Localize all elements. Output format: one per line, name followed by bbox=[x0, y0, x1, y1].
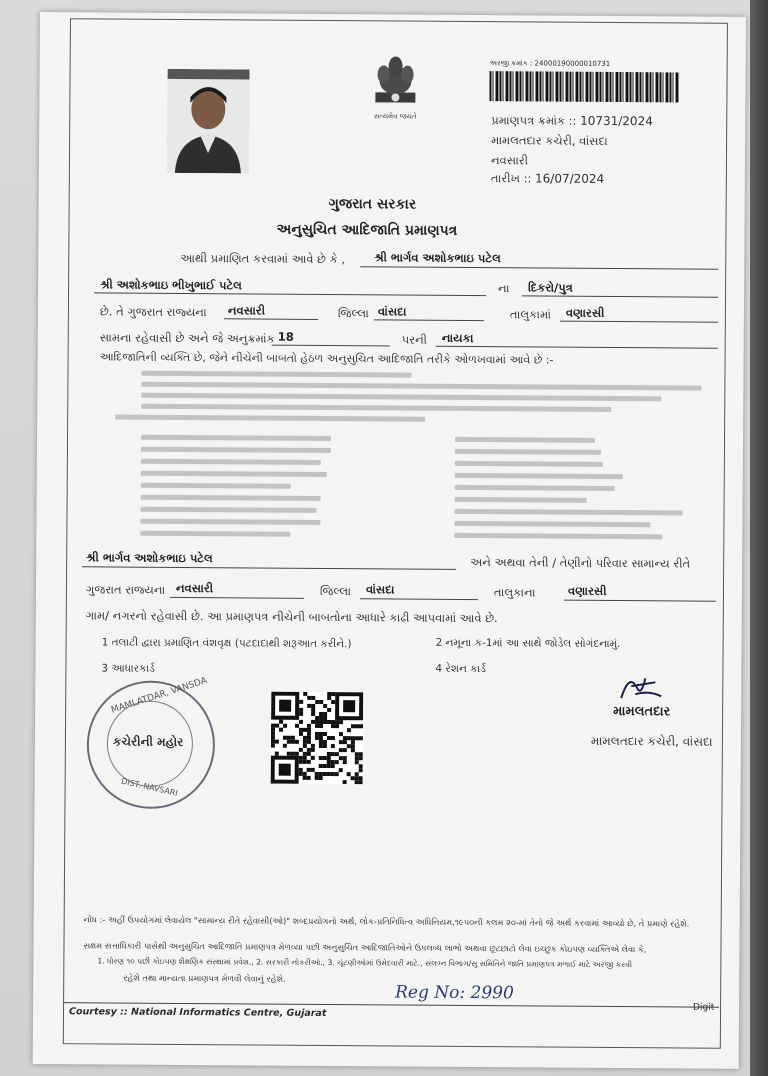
district4-value: વાંસદા bbox=[365, 582, 395, 597]
cert-number-row bbox=[491, 113, 653, 129]
handwritten-reg-no: Reg No: 2990 bbox=[395, 982, 514, 1004]
village-sentence: ગામ/ નગરનો રહેવાસી છે. આ પ્રમાણપત્ર નીચેની બાબતોના આધારે કાઢી આપવામાં આવે છે. bbox=[85, 608, 498, 626]
government-title: ગુજરાત સરકાર bbox=[328, 196, 417, 213]
issuing-office: મામલતદાર કચેરી, વાંસદા bbox=[491, 133, 608, 148]
seal-outer-text: MAMLATDAR, VANSDA bbox=[110, 675, 209, 716]
qr-code bbox=[271, 692, 364, 785]
footnote: 1. ધોરણ ૧૦ પછી કોઇપણ શૈક્ષણિક સંસ્થામાં પ્રવેશ., 2. સરકારી નોકરીઓ., 3. ચૂંટણીઓમાં ઉમેદવારી માટે., સંલગ્ન વિભાગ/સુ સમિતિને જાતિ પ્રમાણપત્ર મળાઈ માટે અરજી કરવી bbox=[97, 956, 633, 970]
document-item: 2 નમૂના ક-1માં આ સાથે જોડેલ સોગંદનામું. bbox=[435, 636, 621, 651]
digital-text: Digit bbox=[693, 1002, 715, 1013]
district3-value: નવસારી bbox=[175, 580, 214, 596]
footnote: નોંધ :- અહીં ઉપયોગમાં લેવાયેલ "સામાન્ય રીતે રહેવાસી(ઓ)" શબ્દપ્રયોગનો અર્થ, લોક-પ્રતિનિધિત્વ અધિનિયમ,૧૯૫૦ની કલમ ૨૦-માં તેનો જે અર્થ કરવામાં આવ્યો છે, તે પ્રમાણે રહેશે. bbox=[83, 914, 690, 929]
certify-prefix: આથી પ્રમાણિત કરવામાં આવે છે કે , bbox=[180, 250, 346, 267]
caste-value: નાયકા bbox=[441, 330, 474, 346]
signatory-title: મામલતદાર bbox=[613, 704, 671, 720]
person-name: શ્રી ભાર્ગવ અશોકભાઇ પટેલ bbox=[374, 250, 501, 266]
state2-prefix: ગુજરાત રાજ્યના bbox=[85, 582, 166, 597]
taluka-value: વણારસી bbox=[565, 305, 605, 320]
holder-name: શ્રી ભાર્ગવ અશોકભાઇ પટેલ bbox=[86, 550, 213, 566]
district-value: નવસારી bbox=[227, 303, 266, 318]
taluka-label: તાલુકામાં bbox=[509, 307, 551, 322]
cert-date: 16/07/2024 bbox=[535, 171, 605, 186]
seal-center-text: કચેરીની મહોર bbox=[112, 734, 184, 750]
relation-label: ના bbox=[498, 281, 510, 296]
signature-mark bbox=[615, 668, 665, 704]
cert-date-label: તારીખ :: bbox=[490, 171, 532, 186]
taluka2-label: તાલુકાના bbox=[493, 585, 536, 600]
application-serial bbox=[490, 59, 611, 69]
taluka2-value: વણારસી bbox=[567, 583, 607, 598]
serial-number: 18 bbox=[277, 329, 294, 344]
courtesy-text: Courtesy :: National Informatics Centre, Gujarat bbox=[68, 1006, 327, 1020]
tribe-sentence: આદિજાતિની વ્યક્તિ છે, જેને નીચેની બાબતો હેઠળ અનુસુચિત આદિજાતિ તરીકે ઓળખવામાં આવે છે :- bbox=[99, 350, 554, 367]
national-emblem-icon bbox=[365, 52, 425, 120]
certificate-title: અનુસુચિત આદિજાતિ પ્રમાણપત્ર bbox=[276, 221, 458, 239]
serial-value: 24000190000010731 bbox=[534, 59, 611, 68]
document-item: 4 રેશન કાર્ડ bbox=[435, 662, 486, 676]
seal-bottom-text: DIST. NAVSARI bbox=[120, 776, 179, 798]
serial-label: અરજી ક્રમાંક : bbox=[489, 59, 533, 68]
relation-value: દિકરો/પુત્ર bbox=[528, 280, 573, 295]
cert-date-row bbox=[491, 171, 604, 187]
issuing-district: નવસારી bbox=[490, 153, 529, 168]
district-label: જિલ્લા bbox=[337, 306, 369, 321]
emblem-caption: સત્યમેવ જયતે bbox=[373, 112, 417, 121]
applicant-photo bbox=[167, 69, 250, 174]
signatory-office: મામલતદાર કચેરી, વાંસદા bbox=[590, 733, 713, 749]
office-seal bbox=[86, 675, 215, 809]
document-item: 3 આધારકાર્ડ bbox=[101, 662, 155, 675]
footnote: સક્ષમ સત્તાધિકારી પાસેથી અનુસુચિત આદિજાતિ પ્રમાણપત્ર મેળવ્યા પછી અનુસુચિત આદિજાતિઓને ઉપલબ્ધ લાભો અથવા છૂટછાટો લેવા ઇચ્છુક કોઇપણ વ્યક્તિએ લેવા કે, bbox=[83, 940, 647, 955]
district2-value: વાંસદા bbox=[377, 304, 407, 319]
district3-label: જિલ્લા bbox=[319, 583, 351, 599]
barcode bbox=[489, 71, 679, 102]
cert-number-label: પ્રમાણપત્ર ક્રમાંક :: bbox=[491, 113, 577, 128]
par-label: પરની bbox=[401, 332, 428, 347]
footnote: રહેશે તથા માન્યતા પ્રમાણપત્ર મેળવી લેવાનું રહેશે. bbox=[123, 972, 286, 984]
father-name: શ્રી અશોકભાઇ ભીખુભાઈ પટેલ bbox=[100, 277, 242, 293]
resident-prefix: સામના રહેવાસી છે અને જે અનુક્રમાંક bbox=[99, 330, 275, 346]
desk-edge bbox=[750, 0, 768, 1076]
family-text: અને અથવા તેની / તેણીનો પરિવાર સામાન્ય રીતે bbox=[470, 555, 691, 571]
cert-number: 10731/2024 bbox=[580, 113, 653, 129]
document-item: 1 તલાટી દ્વારા પ્રમાણિત વંશવૃક્ષ (પટદાદાથી શરૂઆત કરીને.) bbox=[101, 636, 352, 651]
state-prefix: છે. તે ગુજરાત રાજ્યના bbox=[99, 304, 207, 320]
certificate-page bbox=[33, 12, 746, 1069]
